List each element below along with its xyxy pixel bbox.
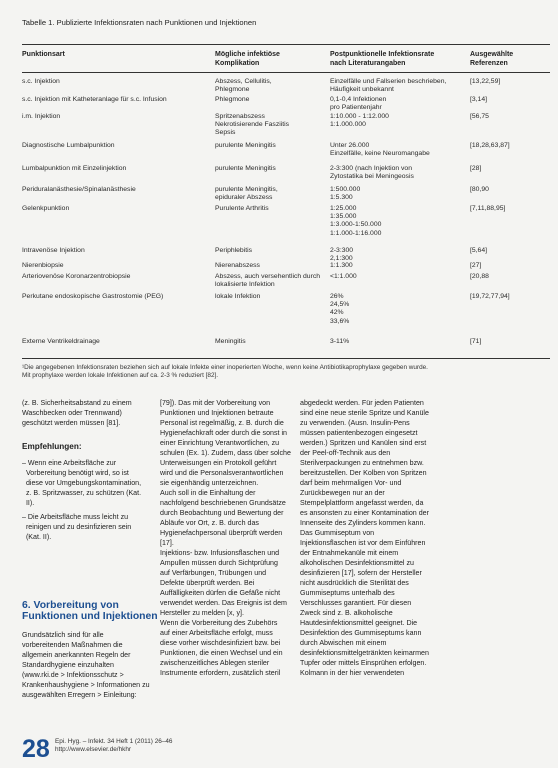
recommendation-item-1: – Wenn eine Arbeitsfläche zur Vorbereitung benötigt wird, so ist diese vor Umgebungskontamination, z. B. Spritzwasser, zu schützen (Kat. II). — [22, 459, 142, 507]
cell-rate: 1:1.300 — [330, 262, 353, 269]
table-bottom-rule — [22, 358, 550, 359]
column-c — [300, 398, 428, 678]
cell-rate: 3-11% — [330, 338, 350, 345]
cell-rate: <1:1.000 — [330, 273, 357, 280]
cell-punktionsart: Lumbalpunktion mit Einzelinjektion — [22, 165, 127, 172]
cell-referenzen: [19,72,77,94] — [470, 293, 510, 300]
page-number: 28 — [22, 735, 50, 763]
column-c-text: abgedeckt werden. Für jeden Patienten sind eine neue sterile Spritze und Kanüle zu verwenden. (Ausn. Insulin-Pens müssen patientenbezogen eingesetzt werden.) Spritzen und Kanülen sind erst der Peel-off-Technik aus den Sterilverpackungen zu entnehmen bzw. bereitzustellen. Der Kolben von Spritzen darf beim mehrmaligen Vor- und Zurückbewegen nur an der Stempelplattform angefasst werden, da es ansonsten zu einer Kontamination der Innenseite des Zylinders kommen kann. Das Gummiseptum von Injektionsflaschen ist vor dem Einführen der Entnahmekanüle mit einem alkoholischen Desinfektionsmittel zu desinfizieren [17], sofern der Hersteller nicht ausdrücklich die Sterilität des Gummiseptums unterhalb des Verschlusses garantiert. Für diesen Zweck sind z. B. alkoholische Hautdesinfektionsmittel geeignet. Die Desinfektion des Gummiseptums kann durch Abwischen mit einem desinfektionsmittelgetränkten keimarmen Tupfer oder mittels Einsprühen erfolgen. Kolmann in der hier verwendeten — [300, 399, 429, 677]
cell-rate: 26% 24,5% 42% 33,6% — [330, 293, 350, 325]
cell-rate: 2-3:300 2,1:300 — [330, 247, 354, 263]
recommendations-heading: Empfehlungen: — [22, 442, 82, 451]
cell-komplikation: Purulente Arthritis — [215, 205, 269, 212]
cell-komplikation: Phlegmone — [215, 96, 250, 103]
table-caption: Tabelle 1. Publizierte Infektionsraten nach Punktionen und Injektionen — [22, 18, 257, 27]
header-referenzen: Ausgewählte Referenzen — [470, 51, 514, 67]
cell-referenzen: [13,22,59] — [470, 78, 501, 85]
cell-komplikation: purulente Meningitis — [215, 142, 276, 149]
cell-punktionsart: s.c. Injektion — [22, 78, 60, 85]
cell-punktionsart: Periduralanästhesie/Spinalanästhesie — [22, 186, 136, 193]
cell-rate: Einzelfälle und Fallserien beschrieben, Häufigkeit unbekannt — [330, 78, 447, 94]
column-a — [22, 398, 162, 700]
cell-rate: 1:10.000 - 1:12.000 1:1.000.000 — [330, 113, 389, 129]
cell-komplikation: Nierenabszess — [215, 262, 260, 269]
cell-komplikation: lokale Infektion — [215, 293, 261, 300]
cell-komplikation: purulente Meningitis — [215, 165, 276, 172]
cell-rate: 0,1-0,4 Infektionen pro Patientenjahr — [330, 96, 387, 112]
header-punktionsart: Punktionsart — [22, 51, 65, 58]
cell-komplikation: Meningitis — [215, 338, 246, 345]
cell-punktionsart: Intravenöse Injektion — [22, 247, 85, 254]
cell-referenzen: [18,28,63,87] — [470, 142, 510, 149]
recommendation-item-2: – Die Arbeitsfläche muss leicht zu reinigen und zu desinfizieren sein (Kat. II). — [22, 513, 132, 541]
cell-punktionsart: Externe Ventrikeldrainage — [22, 338, 100, 345]
intro-text: (z. B. Sicherheitsabstand zu einem Waschbecken oder Trennwand) geschützt werden müssen [81]. — [22, 399, 132, 427]
table-top-rule — [22, 44, 550, 45]
cell-punktionsart: Diagnostische Lumbalpunktion — [22, 142, 115, 149]
journal-citation: Epi. Hyg. – Infekt. 34 Heft 1 (2011) 26–46 http://www.elsevier.de/hkhr — [55, 738, 173, 753]
cell-referenzen: [27] — [470, 262, 482, 269]
header-rate: Postpunktionelle Infektionsrate nach Literaturangaben — [330, 51, 435, 67]
cell-referenzen: [20,88 — [470, 273, 489, 280]
header-komplikation: Mögliche infektiöse Komplikation — [215, 51, 280, 67]
cell-komplikation: Abszess, auch versehentlich durch lokalisierte Infektion — [215, 273, 321, 289]
cell-punktionsart: i.m. Injektion — [22, 113, 61, 120]
cell-komplikation: purulente Meningitis, epiduraler Abszess — [215, 186, 278, 202]
cell-rate: Unter 26.000 Einzelfälle, keine Neuromangabe — [330, 142, 430, 158]
cell-komplikation: Periphlebitis — [215, 247, 253, 254]
cell-referenzen: [3,14] — [470, 96, 488, 103]
cell-punktionsart: Arteriovenöse Koronarzentrobiopsie — [22, 273, 131, 280]
column-b — [160, 398, 290, 678]
cell-punktionsart: Nierenbiopsie — [22, 262, 64, 269]
cell-punktionsart: s.c. Injektion mit Katheteranlage für s.c. Infusion — [22, 96, 167, 103]
cell-referenzen: [5,64] — [470, 247, 488, 254]
cell-referenzen: [7,11,88,95] — [470, 205, 506, 212]
cell-rate: 2-3:300 (nach Injektion von Zytostatika bei Meningeosis — [330, 165, 414, 181]
cell-komplikation: Spritzenabszess Nekrotisierende Fasziitis Sepsis — [215, 113, 290, 137]
cell-komplikation: Abszess, Cellulitis, Phlegmone — [215, 78, 272, 94]
column-b-text: [79]). Das mit der Vorbereitung von Punktionen und Injektionen betraute Personal ist regelmäßig, z. B. durch die Hygienefachkraft oder durch die sonst in einer Einrichtung Verantwortlichen, zu schulen (Ex. 1). Zudem, dass über solche Unterweisungen ein Protokoll geführt wird und die Personalsverantwortlichen sie eigenhändig unterzeichnen. Auch soll in die Einhaltung der nachfolgend beschriebenen Grundsätze durch Beobachtung und Bewertung der Abläufe vor Ort, z. B. durch das Hygienefachpersonal überprüft werden [17]. Injektions- bzw. Infusionsflaschen und Ampullen müssen durch Sichtprüfung auf Verfärbungen, Trübungen und Defekte überprüft werden. Bei Auffälligkeiten dürfen die Gefäße nicht verwendet werden. Das Ereignis ist dem Hersteller zu melden [x, y]. Wenn die Vorbereitung des Zubehörs auf einer Arbeitsfläche erfolgt, muss diese vorher wischdesinfiziert bzw. bei Punktionen, die einen Wechsel und ein zwischenzeitliches Ablegen steriler Instrumente erfordern, zusätzlich steril — [160, 399, 291, 677]
cell-rate: 1:500.000 1:5.300 — [330, 186, 361, 202]
cell-referenzen: [71] — [470, 338, 482, 345]
table-footnote: ¹Die angegebenen Infektionsraten beziehen sich auf lokale Infekte einer inoperierten Woche, wenn keine Antibiotikaprophylaxe gegeben wurde. Mit prophylaxe werden lokale Infektionen auf ca. 2-3 % reduziert [82]. — [22, 364, 428, 380]
cell-referenzen: [28] — [470, 165, 482, 172]
cell-punktionsart: Perkutane endoskopische Gastrostomie (PEG) — [22, 293, 164, 300]
cell-punktionsart: Gelenkpunktion — [22, 205, 70, 212]
section-heading: 6. Vorbereitung von Funktionen und Injektionen — [22, 600, 158, 622]
cell-rate: 1:25.000 1:35.000 1:3.000-1:50.000 1:1.000-1:16.000 — [330, 205, 382, 237]
cell-referenzen: [56,75 — [470, 113, 489, 120]
cell-referenzen: [80,90 — [470, 186, 489, 193]
section-intro-text: Grundsätzlich sind für alle vorbereitenden Maßnahmen die allgemein anerkannten Regeln der Standardhygiene einzuhalten (www.rki.de > Infektionsschutz > Krankenhaushygiene > Informationen zu ausgewählten Erregern > Einleitung: — [22, 631, 150, 699]
table-header-rule — [22, 72, 550, 73]
